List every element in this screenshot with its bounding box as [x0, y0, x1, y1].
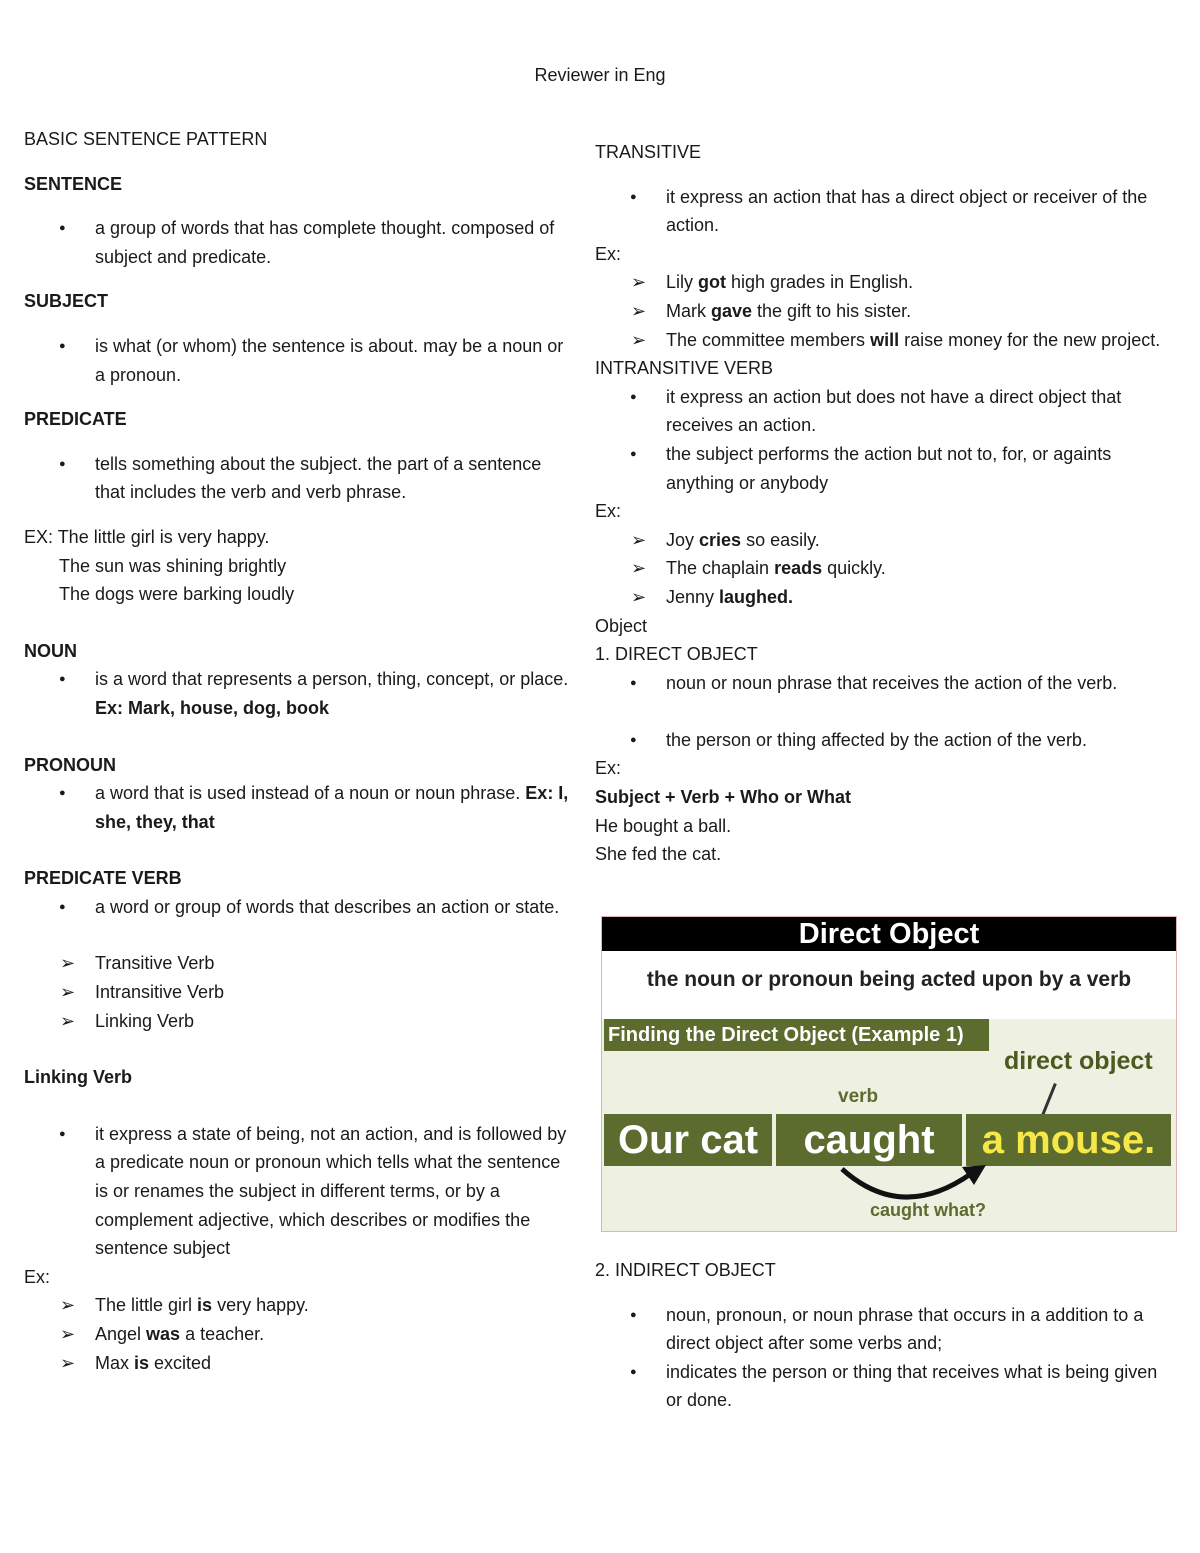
list-item	[24, 1349, 569, 1378]
example-text: Jenny	[666, 586, 720, 607]
example-text: Mark	[666, 300, 711, 321]
direct-object-list	[595, 669, 1175, 755]
sentence-heading: SENTENCE	[24, 173, 123, 194]
example-text: raise money for the new project.	[899, 329, 1161, 350]
list-item: ➢ Linking Verb	[24, 1007, 569, 1036]
example-text: so easily.	[741, 529, 820, 550]
linking-verb-heading: Linking Verb	[24, 1067, 133, 1088]
predicate-verb-list	[24, 893, 569, 922]
indirect-object-list	[595, 1301, 1175, 1415]
example-verb: was	[146, 1324, 181, 1344]
list-item	[595, 326, 1175, 355]
subject-list	[24, 332, 569, 389]
noun-heading: NOUN	[24, 640, 77, 661]
example-text: The little girl	[95, 1295, 198, 1316]
list-item	[24, 665, 569, 722]
word-verb: caught	[776, 1114, 962, 1166]
list-item	[24, 1291, 569, 1320]
linking-examples-list	[24, 1291, 569, 1377]
list-item: ● noun or noun phrase that receives the action of the verb.	[595, 669, 1175, 698]
predicate-example: The dogs were barking loudly	[59, 584, 295, 605]
curved-arrow-icon	[832, 1161, 992, 1203]
indirect-object-section	[595, 1256, 1175, 1415]
example-verb: cries	[699, 529, 742, 550]
sentence-list	[24, 214, 569, 271]
figure-title: Direct Object	[602, 917, 1176, 951]
figure-subtitle: the noun or pronoun being acted upon by a verb	[646, 968, 1132, 991]
list-item: ➢ Transitive Verb	[24, 949, 569, 978]
example-text: The chaplain	[666, 558, 775, 579]
list-item	[595, 526, 1175, 555]
list-item: ● it express a state of being, not an action, and is followed by a predicate noun or pronoun which tells what the sentence is or renames the subject in different terms, or by a complement adjective, which describes or modifies the sentence subject	[24, 1120, 569, 1263]
direct-object-figure	[601, 916, 1177, 1232]
direct-object-label: direct object	[1004, 1047, 1153, 1075]
example-text: Max	[95, 1352, 135, 1373]
question-label: caught what?	[870, 1200, 986, 1220]
predicate-verb-heading: PREDICATE VERB	[24, 868, 182, 889]
ex-label: Ex:	[595, 243, 622, 264]
direct-object-example: He bought a ball.	[595, 815, 732, 836]
ex-label: Ex:	[595, 501, 622, 522]
page-title: Reviewer in Eng	[534, 65, 666, 85]
list-item: ● a word or group of words that describes an action or state.	[24, 893, 569, 922]
list-item: ➢ Intransitive Verb	[24, 978, 569, 1007]
list-item: ● tells something about the subject. the part of a sentence that includes the verb and verb phrase.	[24, 450, 569, 507]
direct-object-heading: 1. DIRECT OBJECT	[595, 644, 758, 665]
example-text: quickly.	[822, 558, 886, 579]
word-object: a mouse.	[966, 1114, 1171, 1166]
example-verb: got	[698, 272, 726, 293]
example-text: The committee members	[666, 329, 871, 350]
transitive-examples-list	[595, 268, 1175, 354]
list-item	[595, 554, 1175, 583]
ex-label: Ex:	[595, 758, 622, 779]
direct-object-example: She fed the cat.	[595, 844, 722, 865]
list-item: ● indicates the person or thing that receives what is being given or done.	[595, 1358, 1175, 1415]
list-item	[595, 268, 1175, 297]
noun-definition: is a word that represents a person, thing, concept, or place.	[95, 669, 569, 690]
predicate-example: EX: The little girl is very happy.	[24, 526, 270, 547]
example-verb: will	[870, 329, 900, 350]
list-item: ● noun, pronoun, or noun phrase that occurs in a addition to a direct object after some verbs and;	[595, 1301, 1175, 1358]
example-verb: is	[134, 1352, 150, 1373]
list-item: ● is what (or whom) the sentence is about. may be a noun or a pronoun.	[24, 332, 569, 389]
pronoun-definition: a word that is used instead of a noun or noun phrase.	[95, 783, 526, 804]
example-verb: gave	[711, 300, 753, 321]
list-item	[24, 1320, 569, 1349]
noun-examples: Ex: Mark, house, dog, book	[95, 697, 330, 718]
list-item: ● the subject performs the action but not to, for, or againts anything or anybody	[595, 440, 1175, 497]
list-item	[595, 297, 1175, 326]
predicate-list	[24, 450, 569, 507]
basic-pattern-heading: BASIC SENTENCE PATTERN	[24, 129, 268, 149]
pronoun-heading: PRONOUN	[24, 754, 117, 775]
example-text: excited	[149, 1352, 212, 1373]
transitive-list	[595, 183, 1175, 240]
intransitive-heading: INTRANSITIVE VERB	[595, 358, 774, 379]
example-text: Joy	[666, 529, 700, 550]
example-text: very happy.	[212, 1295, 309, 1316]
direct-object-formula: Subject + Verb + Who or What	[595, 787, 852, 808]
example-verb: laughed.	[719, 586, 794, 607]
list-item: ● it express an action that has a direct object or receiver of the action.	[595, 183, 1175, 240]
left-column	[24, 125, 569, 1377]
list-item: ● it express an action but does not have a direct object that receives an action.	[595, 383, 1175, 440]
example-verb: reads	[774, 558, 823, 579]
intransitive-list	[595, 383, 1175, 497]
list-item: ● a group of words that has complete thought. composed of subject and predicate.	[24, 214, 569, 271]
intransitive-examples-list	[595, 526, 1175, 612]
right-column	[595, 138, 1175, 869]
indirect-object-heading: 2. INDIRECT OBJECT	[595, 1260, 776, 1280]
example-text: Lily	[666, 272, 699, 293]
noun-list	[24, 665, 569, 722]
example-text: high grades in English.	[726, 272, 914, 293]
linking-verb-list	[24, 1120, 569, 1263]
transitive-heading: TRANSITIVE	[595, 142, 702, 162]
list-item	[595, 583, 1175, 612]
pronoun-examples: Ex: I, she, they, that	[95, 783, 569, 832]
verb-types-list	[24, 949, 569, 1035]
figure-example-label: Finding the Direct Object (Example 1)	[604, 1019, 989, 1051]
object-heading: Object	[595, 615, 648, 636]
example-text: Angel	[95, 1324, 147, 1344]
subject-heading: SUBJECT	[24, 291, 109, 312]
example-verb: is	[197, 1295, 213, 1316]
example-text: the gift to his sister.	[752, 300, 912, 321]
predicate-example: The sun was shining brightly	[59, 555, 287, 576]
predicate-heading: PREDICATE	[24, 409, 127, 430]
ex-label: Ex:	[24, 1266, 51, 1287]
list-item: ● the person or thing affected by the action of the verb.	[595, 726, 1175, 755]
verb-label: verb	[838, 1086, 879, 1107]
word-subject: Our cat	[604, 1114, 772, 1166]
example-text: a teacher.	[180, 1324, 265, 1344]
pronoun-list	[24, 779, 569, 836]
list-item	[24, 779, 569, 836]
